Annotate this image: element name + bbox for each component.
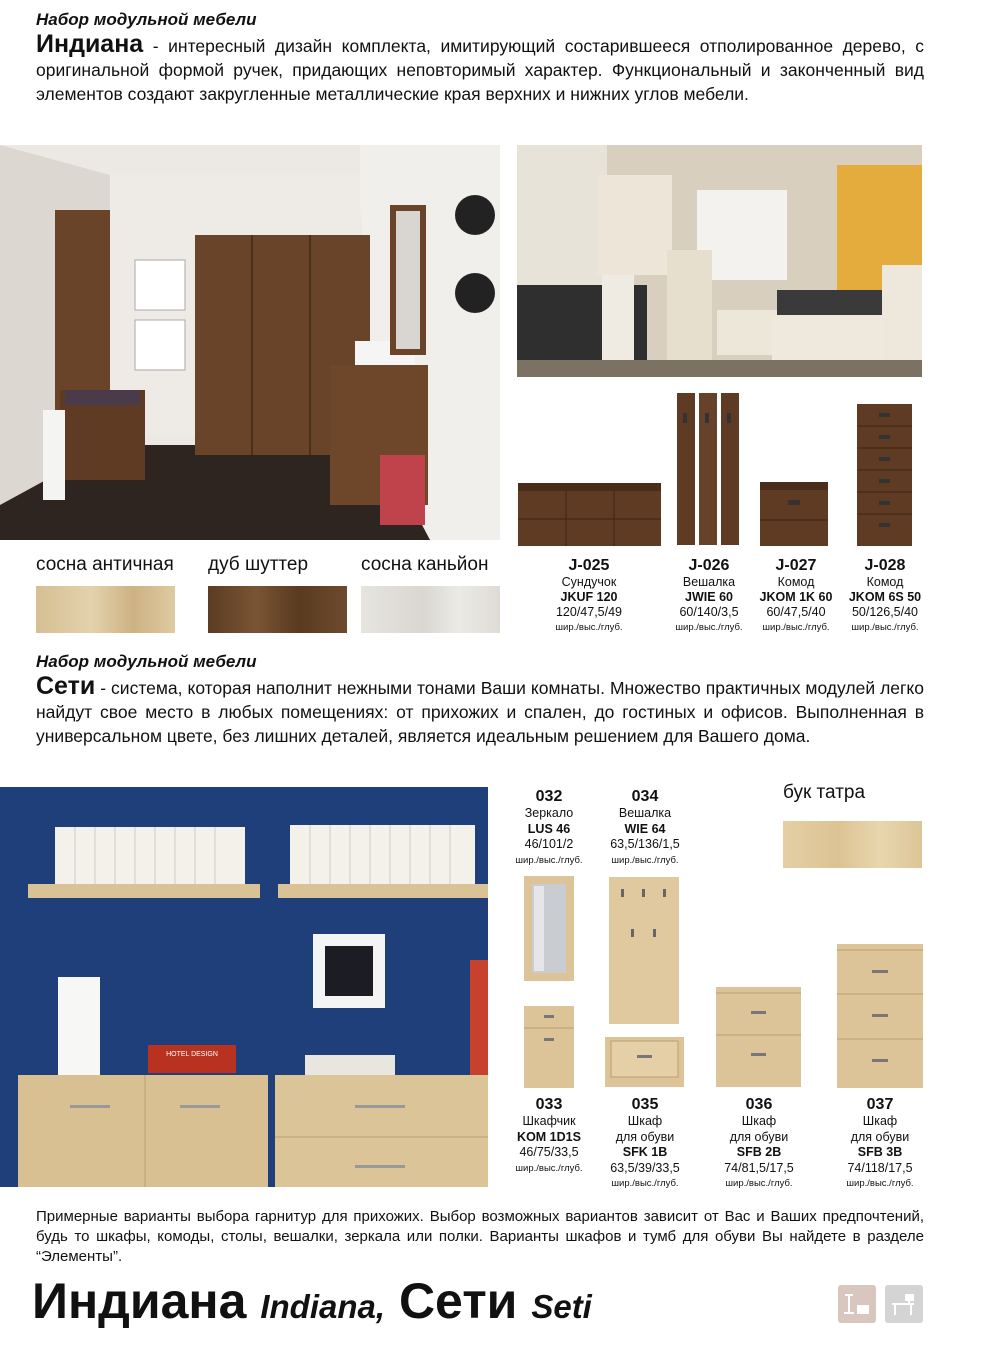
item-model: JWIE 60 [685,590,733,604]
item-j028-spec [840,556,930,635]
item-dims: 74/118/17,5 [847,1160,913,1175]
seti-description: система, которая наполнит нежными тонами Ваши комнаты. Множество практичных модулей легко найдут свое место в любых помещениях: от прихожих и спален, до гостиных и офисов. Выполненная в универсальном цвете, без лишних деталей, является идеальным решением для Вашего дома. [36,678,924,746]
item-j027-image [760,482,828,546]
item-units: шир./выс./глуб. [675,622,743,633]
item-units: шир./выс./глуб. [515,1162,583,1174]
seti-intro [36,674,924,748]
item-j026-image [677,393,739,545]
item-035-image [605,1037,684,1087]
item-code: 036 [745,1096,773,1113]
item-037-image [837,944,923,1088]
indiana-name: Индиана [36,30,144,58]
item-type-2: для обуви [615,1129,675,1144]
item-code: 035 [631,1096,659,1113]
item-code: J-027 [775,557,817,574]
item-034-image [609,877,679,1024]
item-units: шир./выс./глуб. [611,854,679,866]
item-units: шир./выс./глуб. [851,622,919,633]
item-j025-image [518,483,661,546]
footnote: Примерные варианты выбора гарнитур для прихожих. Выбор возможных вариантов зависит от Вас и Ваших предпочтений, будь то шкафы, комоды, столы, вешалки, зеркала или полки. Варианты шкафов и тумб для обуви Вы найдете в разделе “Элементы”. [36,1208,924,1265]
item-j025-spec [534,556,644,635]
item-dims: 74/81,5/17,5 [724,1160,794,1175]
item-code: 037 [866,1096,894,1113]
item-033-image [524,1006,574,1088]
finish-swatch-canyon-pine [361,586,500,633]
item-model: LUS 46 [527,821,571,836]
title-latin-2: Seti [531,1288,592,1325]
item-036-spec [713,1095,805,1192]
seti-set-label: Набор модульной мебели [36,652,257,671]
item-036-image [716,987,801,1087]
title-name-1: Индиана [32,1273,247,1329]
item-type-2: для обуви [850,1129,910,1144]
title-latin-1: Indiana, [260,1288,386,1325]
item-units: шир./выс./глуб. [515,854,583,866]
item-type-2: для обуви [729,1129,789,1144]
indiana-set-label: Набор модульной мебели [36,10,257,29]
item-units: шир./выс./глуб. [725,1178,793,1189]
item-model: WIE 64 [624,821,666,836]
item-dims: 120/47,5/49 [555,605,623,619]
indiana-description: интересный дизайн комплекта, имитирующий состарившееся отполированное дерево, с оригинальной формой ручек, придающих неповторимый характер. Функциональный и законченный вид элементов создают закругленные металлические края верхних и нижних углов мебели. [36,36,924,104]
finish-label-canyon-pine: сосна каньйон [361,554,489,575]
item-j028-image [857,404,912,546]
item-type: Комод [866,575,904,589]
finish-label-shutter-oak: дуб шуттер [208,554,309,575]
item-model: SFB 3B [857,1145,903,1159]
item-code: J-025 [568,557,610,574]
finish-label-beech-tatra: бук татра [783,782,866,803]
item-037-spec [834,1095,926,1192]
item-model: SFK 1B [622,1145,668,1159]
item-type: Шкаф [862,1114,898,1128]
finish-label-antique-pine: сосна античная [36,554,174,575]
finish-swatch-antique-pine [36,586,175,633]
item-type: Вешалка [618,806,672,820]
seti-hallway-photo [0,787,488,1187]
item-type: Шкаф [627,1114,663,1128]
item-dims: 46/75/33,5 [519,1145,579,1159]
item-dims: 63,5/39/33,5 [610,1160,680,1175]
item-type: Шкафчик [522,1114,576,1128]
indiana-hallway-photo [0,145,500,540]
item-dims: 50/126,5/40 [851,605,919,619]
item-dims: 60/47,5/40 [766,605,826,619]
item-code: 033 [535,1096,563,1113]
item-units: шир./выс./глуб. [846,1178,914,1189]
item-units: шир./выс./глуб. [762,622,830,633]
item-j027-spec [751,556,841,635]
item-032-spec [504,787,594,868]
indiana-intro [36,32,924,106]
item-type: Зеркало [524,806,574,820]
item-model: JKUF 120 [560,590,618,604]
item-type: Сундучок [561,575,617,589]
item-model: SFB 2B [736,1145,782,1159]
indiana-room-photo [517,145,922,377]
item-dims: 60/140/3,5 [679,605,739,619]
item-model: JKOM 6S 50 [848,590,922,604]
page-title [32,1272,592,1330]
item-type: Шкаф [741,1114,777,1128]
item-032-image [524,876,574,981]
indiana-dash: - [143,36,169,56]
item-035-spec [599,1095,691,1192]
seti-dash: - [95,678,112,698]
item-model: JKOM 1K 60 [759,590,833,604]
finish-swatch-beech-tatra [783,821,922,868]
title-name-2: Сети [398,1273,518,1329]
item-model: KOM 1D1S [517,1129,581,1144]
item-code: J-026 [688,557,730,574]
item-type: Комод [777,575,815,589]
item-code: 032 [535,788,563,805]
item-type: Вешалка [682,575,736,589]
finish-swatch-shutter-oak [208,586,347,633]
item-code: 034 [631,788,659,805]
item-units: шир./выс./глуб. [611,1178,679,1189]
item-dims: 46/101/2 [524,837,574,851]
item-033-spec [504,1095,594,1176]
photo-book-label: HOTEL DESIGN [166,1051,218,1058]
item-units: шир./выс./глуб. [555,622,623,633]
item-dims: 63,5/136/1,5 [610,837,680,851]
office-category-icon [885,1285,923,1323]
hallway-category-icon [838,1285,876,1323]
item-code: J-028 [864,557,906,574]
item-034-spec [599,787,691,868]
item-j026-spec [663,556,755,635]
seti-name: Сети [36,672,96,700]
